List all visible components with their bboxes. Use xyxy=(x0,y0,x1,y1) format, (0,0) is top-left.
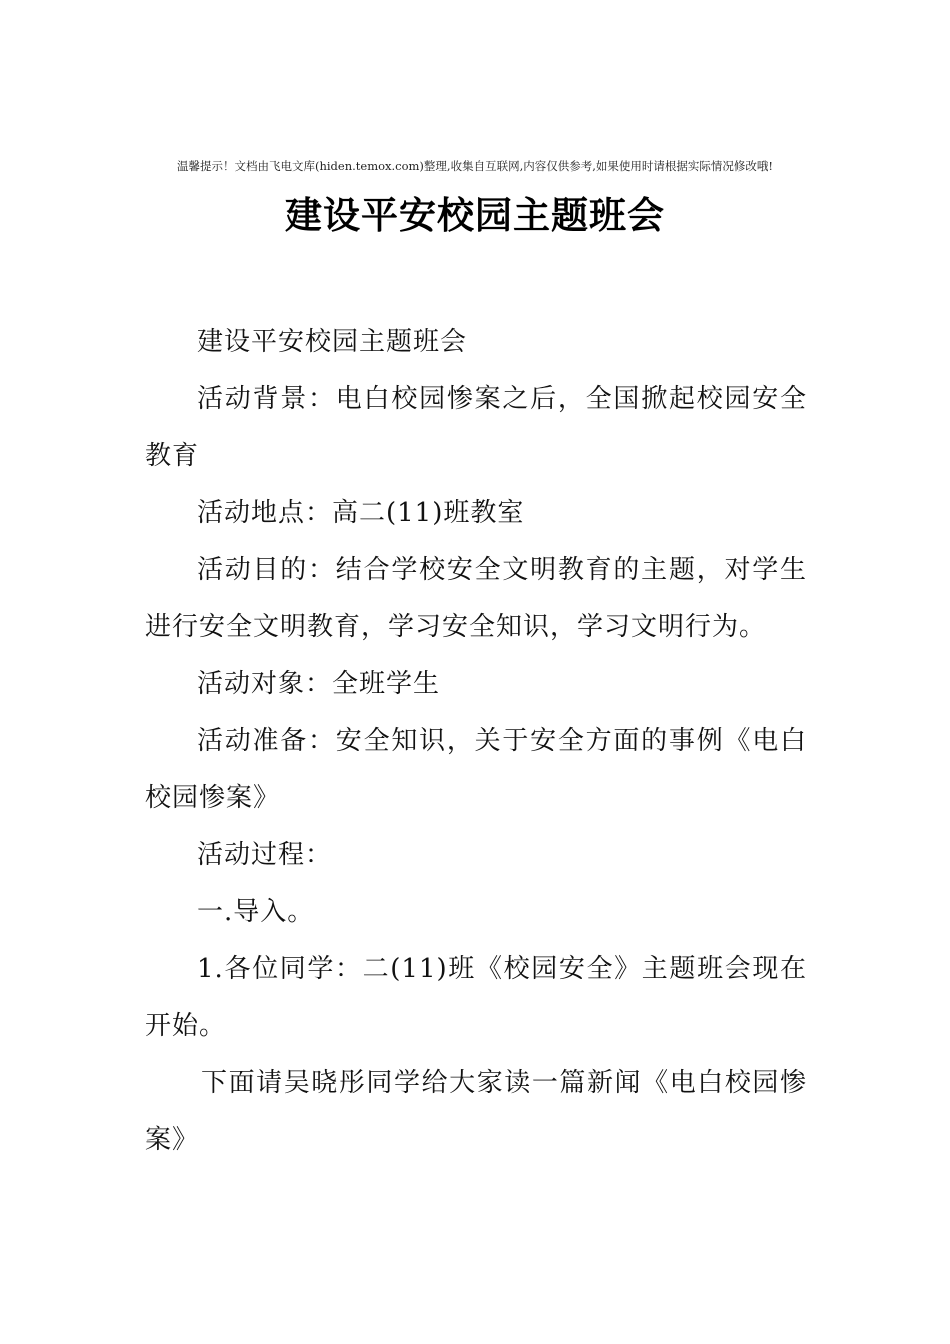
paragraph-purpose: 活动目的：结合学校安全文明教育的主题，对学生进行安全文明教育，学习安全知识，学习文明行为。 xyxy=(145,555,807,642)
document-title: 建设平安校园主题班会 xyxy=(285,193,665,237)
paragraph-background: 活动背景：电白校园惨案之后，全国掀起校园安全教育 xyxy=(145,384,807,471)
paragraph-audience: 活动对象：全班学生 xyxy=(197,669,441,699)
paragraph-location: 活动地点：高二(11)班教室 xyxy=(197,498,525,528)
paragraph-opening: 1.各位同学：二(11)班《校园安全》主题班会现在开始。 xyxy=(145,954,807,1041)
paragraph-heading: 建设平安校园主题班会 xyxy=(197,327,468,357)
download-notice: 温馨提示！文档由飞电文库(hiden.temox.com)整理,收集自互联网,内容仅供参考,如果使用时请根据实际情况修改哦! xyxy=(176,159,774,173)
paragraph-preparation: 活动准备：安全知识，关于安全方面的事例《电白校园惨案》 xyxy=(145,726,807,813)
paragraph-process: 活动过程： xyxy=(197,840,333,870)
document-body xyxy=(145,314,807,1169)
paragraph-news-reading: 下面请吴晓彤同学给大家读一篇新闻《电白校园惨案》 xyxy=(145,1068,807,1155)
paragraph-intro: 一.导入。 xyxy=(197,897,315,927)
